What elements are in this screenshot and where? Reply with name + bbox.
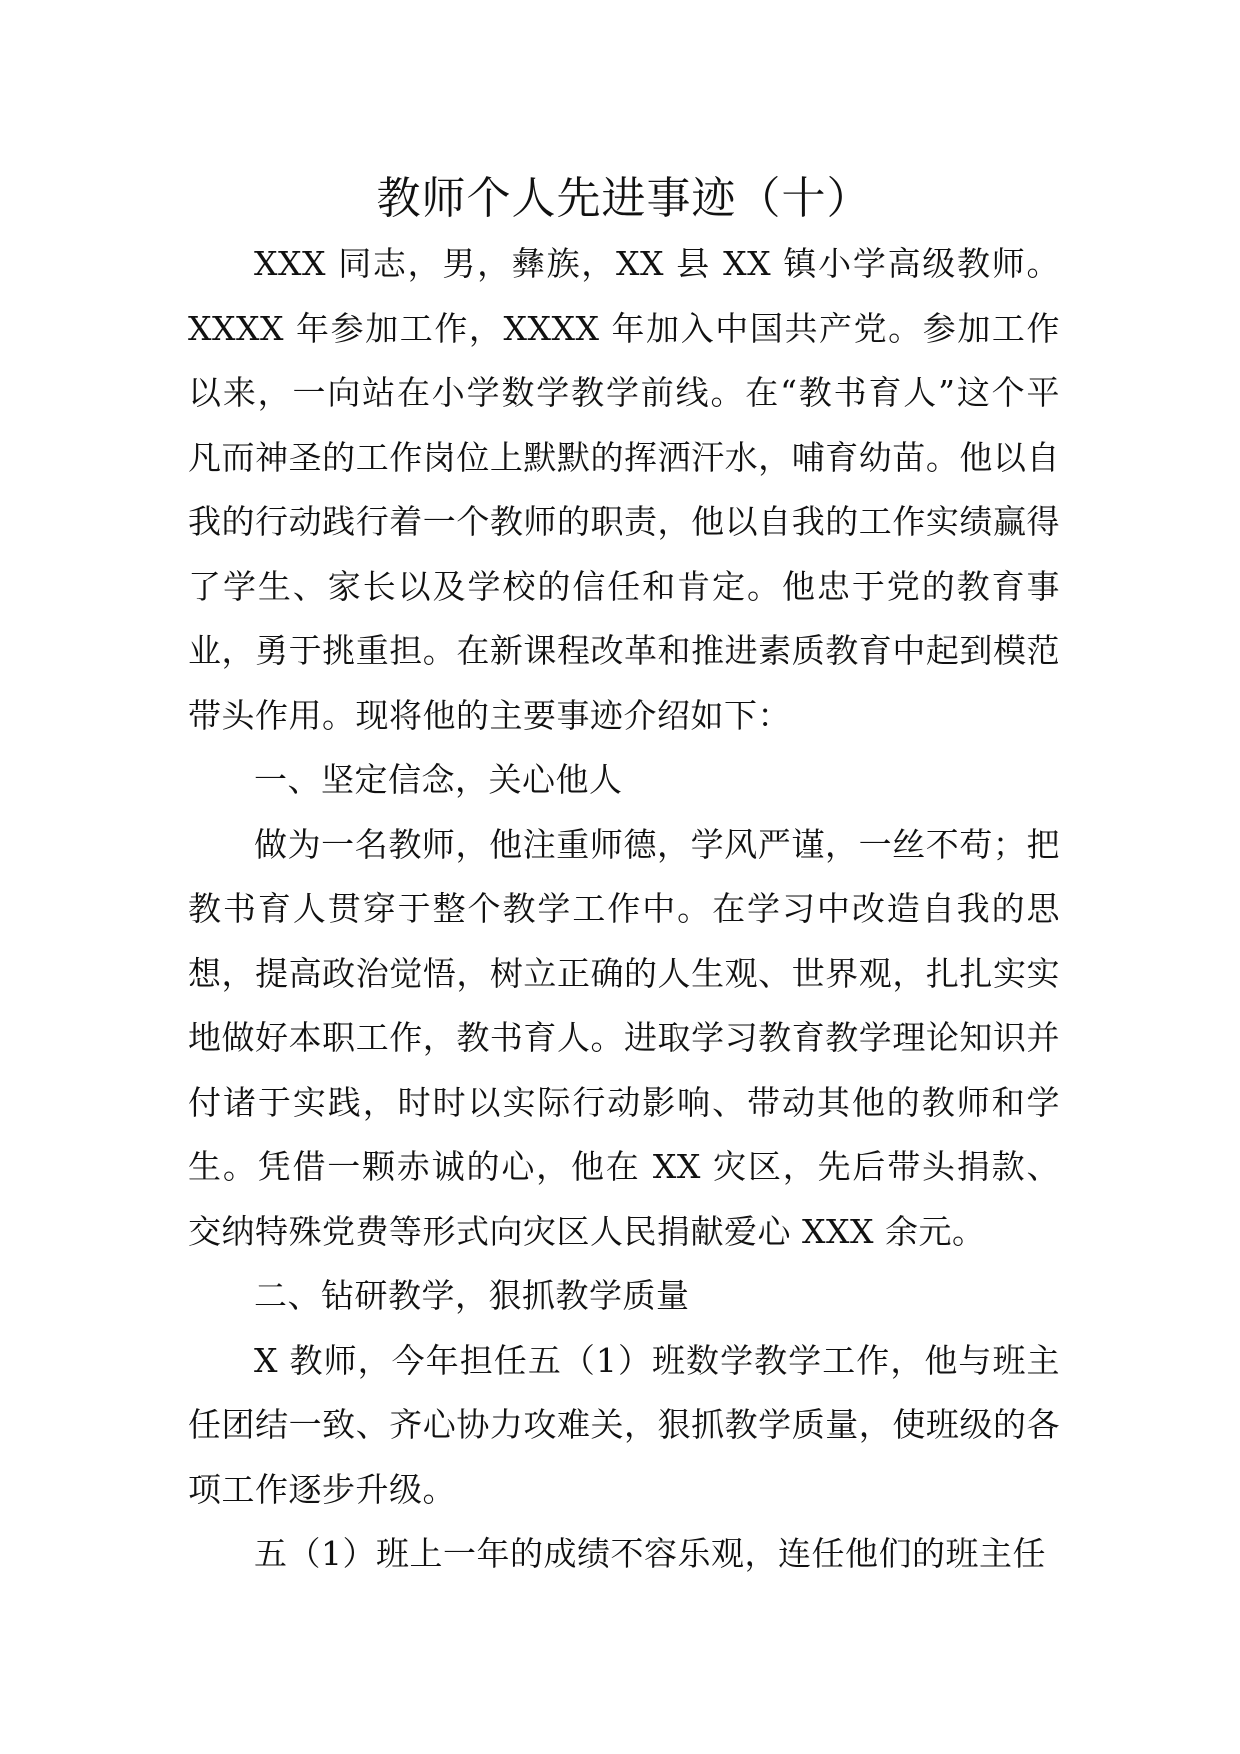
document-title: 教师个人先进事迹（十） <box>376 173 872 224</box>
title-block <box>188 170 1060 228</box>
section-2-paragraph-1: X 教师，今年担任五（1）班数学教学工作，他与班主任团结一致、齐心协力攻难关，狠抓教学质量，使班级的各项工作逐步升级。 <box>188 1340 1060 1509</box>
intro-paragraph: XXX 同志，男，彝族，XX 县 XX 镇小学高级教师。XXXX 年参加工作，XXXX 年加入中国共产党。参加工作以来，一向站在小学数学教学前线。在“教书育人”这个平凡而神圣的工作岗位上默默的挥洒汗水，哺育幼苗。他以自我的行动践行着一个教师的职责，他以自我的工作实绩赢得了学生、家长以及学校的信任和肯定。他忠于党的教育事业，勇于挑重担。在新课程改革和推进素质教育中起到模范带头作用。现将他的主要事迹介绍如下： <box>188 244 1060 735</box>
section-1-paragraph: 做为一名教师，他注重师德，学风严谨，一丝不苟；把教书育人贯穿于整个教学工作中。在学习中改造自我的思想，提高政治觉悟，树立正确的人生观、世界观，扎扎实实地做好本职工作，教书育人。进取学习教育教学理论知识并付诸于实践，时时以实际行动影响、带动其他的教师和学生。凭借一颗赤诚的心，他在 XX 灾区，先后带头捐款、交纳特殊党费等形式向灾区人民捐献爱心 XXX 余元。 <box>188 824 1060 1251</box>
section-2-paragraph-2: 五（1）班上一年的成绩不容乐观，连任他们的班主任 <box>254 1534 1046 1573</box>
section-heading-2: 二、钻研教学，狠抓教学质量 <box>254 1276 690 1315</box>
document-body <box>188 170 1060 1587</box>
section-heading-1: 一、坚定信念，关心他人 <box>254 760 623 799</box>
